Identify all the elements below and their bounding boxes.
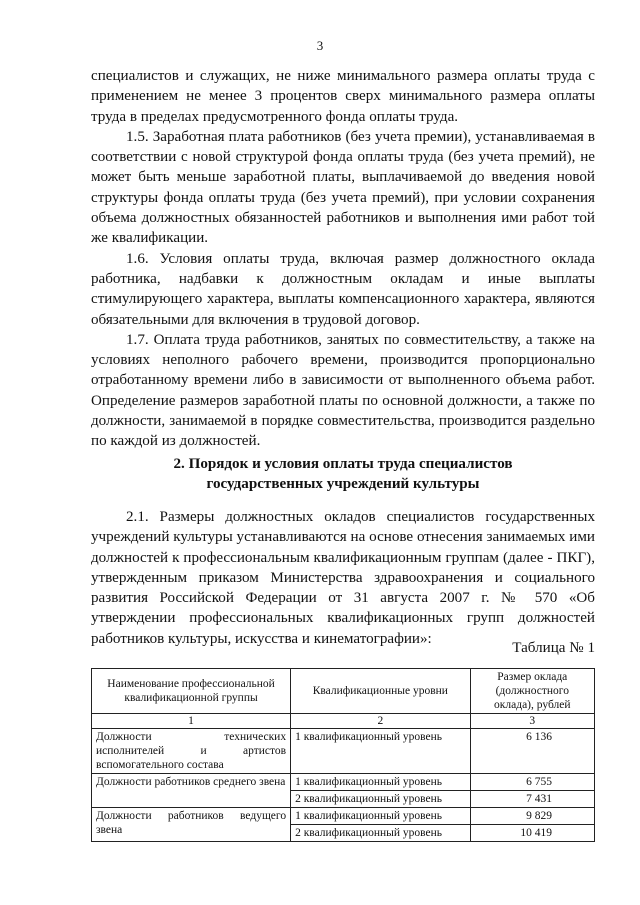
- group-name-cell: Должности работников ведущего звена: [92, 808, 291, 842]
- level-cell: 1 квалификационный уровень: [291, 808, 470, 825]
- column-number-row: [92, 714, 595, 729]
- column-number: 2: [291, 714, 470, 729]
- header-salary: Размер оклада (должностного оклада), рублей: [470, 669, 594, 714]
- header-qualification-levels: Квалификационные уровни: [291, 669, 470, 714]
- level-cell: 2 квалификационный уровень: [291, 825, 470, 842]
- salary-cell: 7 431: [470, 791, 594, 808]
- column-number: 3: [470, 714, 594, 729]
- section-heading: [91, 454, 595, 495]
- body-text: [91, 66, 595, 452]
- section-heading-line-2: государственных учреждений культуры: [206, 476, 480, 493]
- section-heading-line-1: 2. Порядок и условия оплаты труда специалистов: [173, 456, 513, 472]
- level-cell: 1 квалификационный уровень: [291, 729, 470, 774]
- salary-cell: 9 829: [470, 808, 594, 825]
- table-label: Таблица № 1: [512, 640, 595, 656]
- level-cell: 1 квалификационный уровень: [291, 774, 470, 791]
- page-number: 3: [316, 38, 324, 53]
- paragraph-1-7: 1.7. Оплата труда работников, занятых по совместительству, а также на условиях неполного рабочего времени, производится пропорционально отработанному времени либо в зависимости от выполненного объема работ. Определение размеров заработной платы по основной должности, а также по должности, занимаемой в порядке совместительства, производится раздельно по каждой из должностей.: [91, 331, 595, 450]
- group-name-cell: Должности технических исполнителей и артистов вспомогательного состава: [92, 729, 291, 774]
- paragraph-2-1: 2.1. Размеры должностных окладов специалистов государственных учреждений культуры устанавливаются на основе отнесения занимаемых ими должностей к профессиональным квалификационным группам (далее - ПКГ), утвержденным приказом Министерства здравоохранения и социального развития Российской Федерации от 31 августа 2007 г. № 570 «Об утверждении профессиональных квалификационных групп должностей работников культуры, искусства и кинематографии»:: [91, 509, 595, 647]
- table-row: [92, 729, 595, 774]
- paragraph-1-6: 1.6. Условия оплаты труда, включая размер должностного оклада работника, надбавки к должностным окладам и иные выплаты стимулирующего характера, выплаты компенсационного характера, являются обязательными для включения в трудовой договор.: [91, 250, 595, 328]
- salary-cell: 6 136: [470, 729, 594, 774]
- column-number: 1: [92, 714, 291, 729]
- paragraph-continuation: специалистов и служащих, не ниже минимального размера оплаты труда с применением не менее 3 процентов сверх минимального размера оплаты труда в пределах предусмотренного фонда оплаты труда.: [91, 68, 595, 125]
- salary-table: [91, 668, 595, 842]
- group-name-cell: Должности работников среднего звена: [92, 774, 291, 808]
- level-cell: 2 квалификационный уровень: [291, 791, 470, 808]
- table-header-row: [92, 669, 595, 714]
- salary-cell: 10 419: [470, 825, 594, 842]
- salary-cell: 6 755: [470, 774, 594, 791]
- section-body: [91, 507, 595, 649]
- paragraph-1-5: 1.5. Заработная плата работников (без учета премии), устанавливаемая в соответствии с новой структурой фонда оплаты труда (без учета премий), не может быть меньше заработной платы, выплачиваемой до введения новой структуры фонда оплаты труда (без учета премий), при условии сохранения объема должностных обязанностей работников и выполнения ими работ той же квалификации.: [91, 128, 595, 247]
- table-row: [92, 774, 595, 791]
- table-row: [92, 808, 595, 825]
- header-group-name: Наименование профессиональной квалификационной группы: [92, 669, 291, 714]
